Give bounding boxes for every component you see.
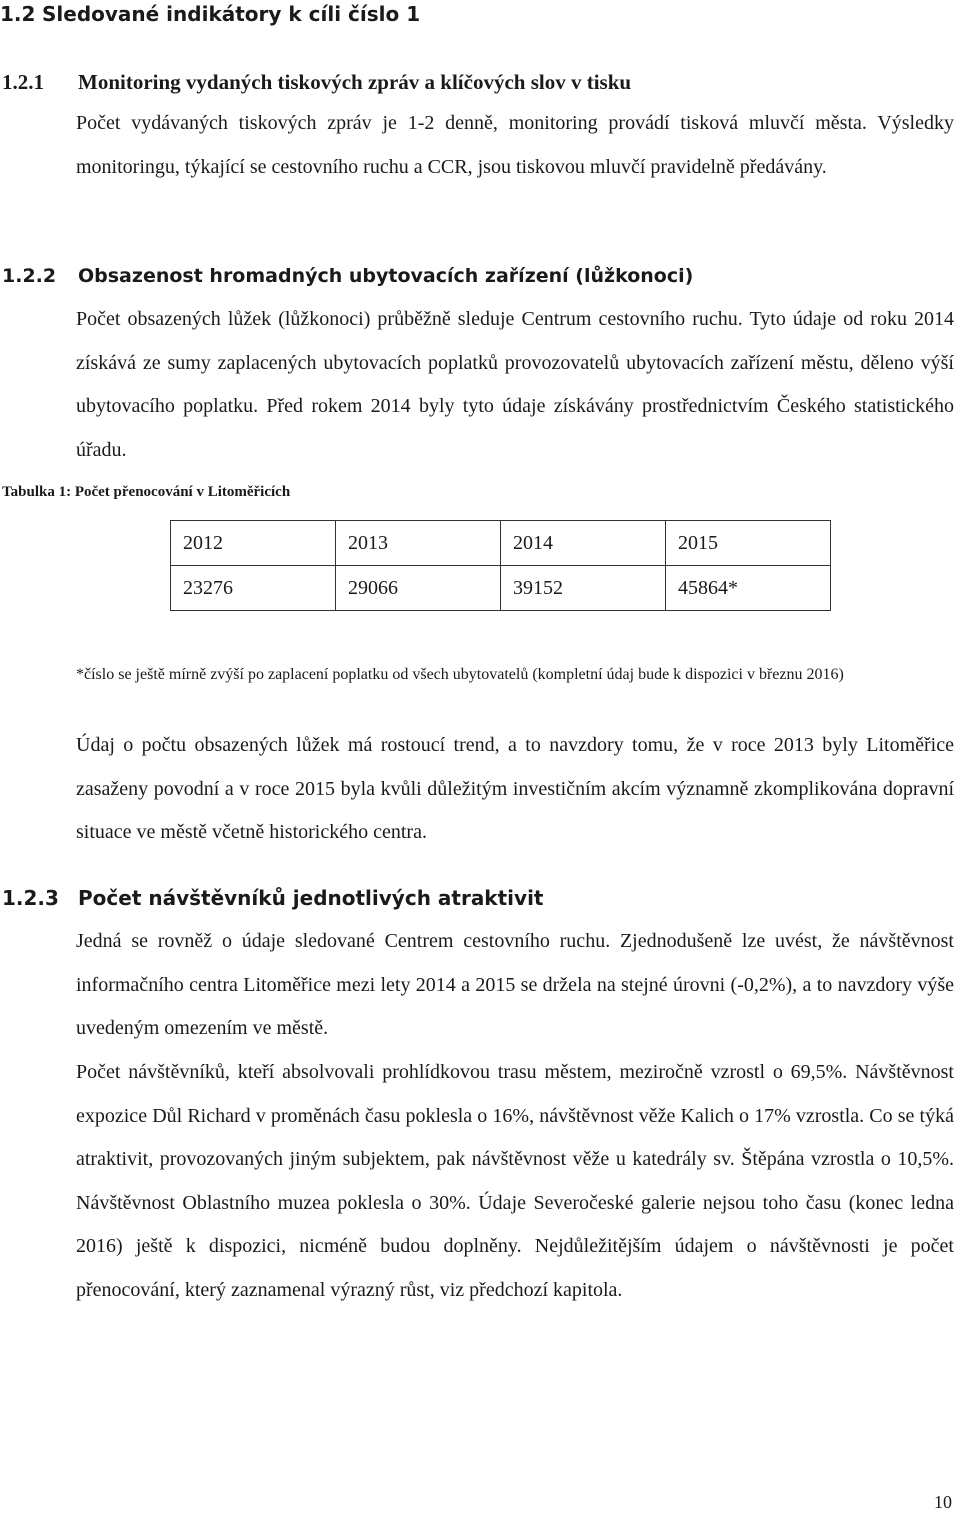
table-cell: 2013 [336, 521, 501, 566]
table-cell: 29066 [336, 566, 501, 611]
table-cell: 45864* [666, 566, 831, 611]
overnight-stays-table [170, 520, 831, 611]
table-row-values [171, 566, 831, 611]
section-heading-1-2-1 [2, 68, 631, 96]
paragraph-monitoring: Počet vydávaných tiskových zpráv je 1-2 denně, monitoring provádí tisková mluvčí města. Výsledky monitoringu, týkající se cestovního ruchu a CCR, jsou tiskovou mluvčí pravidelně předávány. [76, 112, 954, 178]
table-cell: 2015 [666, 521, 831, 566]
table-cell: 2014 [501, 521, 666, 566]
paragraph-visitors: Počet návštěvníků, kteří absolvovali prohlídkovou trasu městem, meziročně vzrostl o 69,5%. Návštěvnost expozice Důl Richard v proměnách času poklesla o 16%, návštěvnost věže Kalich o 17% vzrostla. Co se týká atraktivit, provozovaných jiným subjektem, pak návštěvnost věže u katedrály sv. Štěpána vzrostla o 10,5%. Návštěvnost Oblastního muzea poklesla o 30%. Údaje Severočeské galerie nejsou toho času (konec ledna 2016) ještě k dispozici, nicméně budou doplněny. Nejdůležitějším údajem o návštěvnosti je počet přenocování, který zaznamenal výrazný růst, viz předchozí kapitola. [76, 1061, 954, 1301]
section-heading-1-2-3 [2, 884, 543, 912]
table-cell: 2012 [171, 521, 336, 566]
table-caption: Tabulka 1: Počet přenocování v Litoměřicích [2, 484, 291, 500]
section-heading-1-2 [0, 0, 420, 28]
page-number: 10 [934, 1492, 952, 1512]
table-row-years [171, 521, 831, 566]
section-title: Sledované indikátory k cíli číslo 1 [42, 2, 421, 26]
section-number: 1.2.3 [2, 886, 59, 910]
paragraph-occupancy: Počet obsazených lůžek (lůžkonoci) průběžně sleduje Centrum cestovního ruchu. Tyto údaje od roku 2014 získává ze sumy zaplacených ubytovacích poplatků provozovatelů ubytovacích zařízení městu, děleno výší ubytovacího poplatku. Před rokem 2014 byly tyto údaje získávány prostřednictvím Českého statistického úřadu. [76, 308, 954, 461]
section-heading-1-2-2 [2, 262, 693, 290]
table-footnote: *číslo se ještě mírně zvýší po zaplacení poplatku od všech ubytovatelů (kompletní údaj bude k dispozici v březnu 2016) [76, 666, 844, 683]
table-cell: 23276 [171, 566, 336, 611]
section-title: Počet návštěvníků jednotlivých atraktivit [78, 886, 544, 910]
section-number: 1.2.2 [2, 265, 57, 287]
paragraph-attractions: Jedná se rovněž o údaje sledované Centrem cestovního ruchu. Zjednodušeně lze uvést, že návštěvnost informačního centra Litoměřice mezi lety 2014 a 2015 se držela na stejné úrovni (-0,2%), a to navzdory výše uvedeným omezením ve městě. [76, 930, 954, 1039]
table-cell: 39152 [501, 566, 666, 611]
section-title: Obsazenost hromadných ubytovacích zařízení (lůžkonoci) [78, 265, 694, 287]
paragraph-trend: Údaj o počtu obsazených lůžek má rostoucí trend, a to navzdory tomu, že v roce 2013 byly Litoměřice zasaženy povodní a v roce 2015 byla kvůli důležitým investičním akcím významně zkomplikována dopravní situace ve městě včetně historického centra. [76, 734, 954, 843]
section-title: Monitoring vydaných tiskových zpráv a klíčových slov v tisku [78, 70, 632, 94]
section-number: 1.2 [0, 2, 36, 26]
section-number: 1.2.1 [2, 70, 44, 94]
